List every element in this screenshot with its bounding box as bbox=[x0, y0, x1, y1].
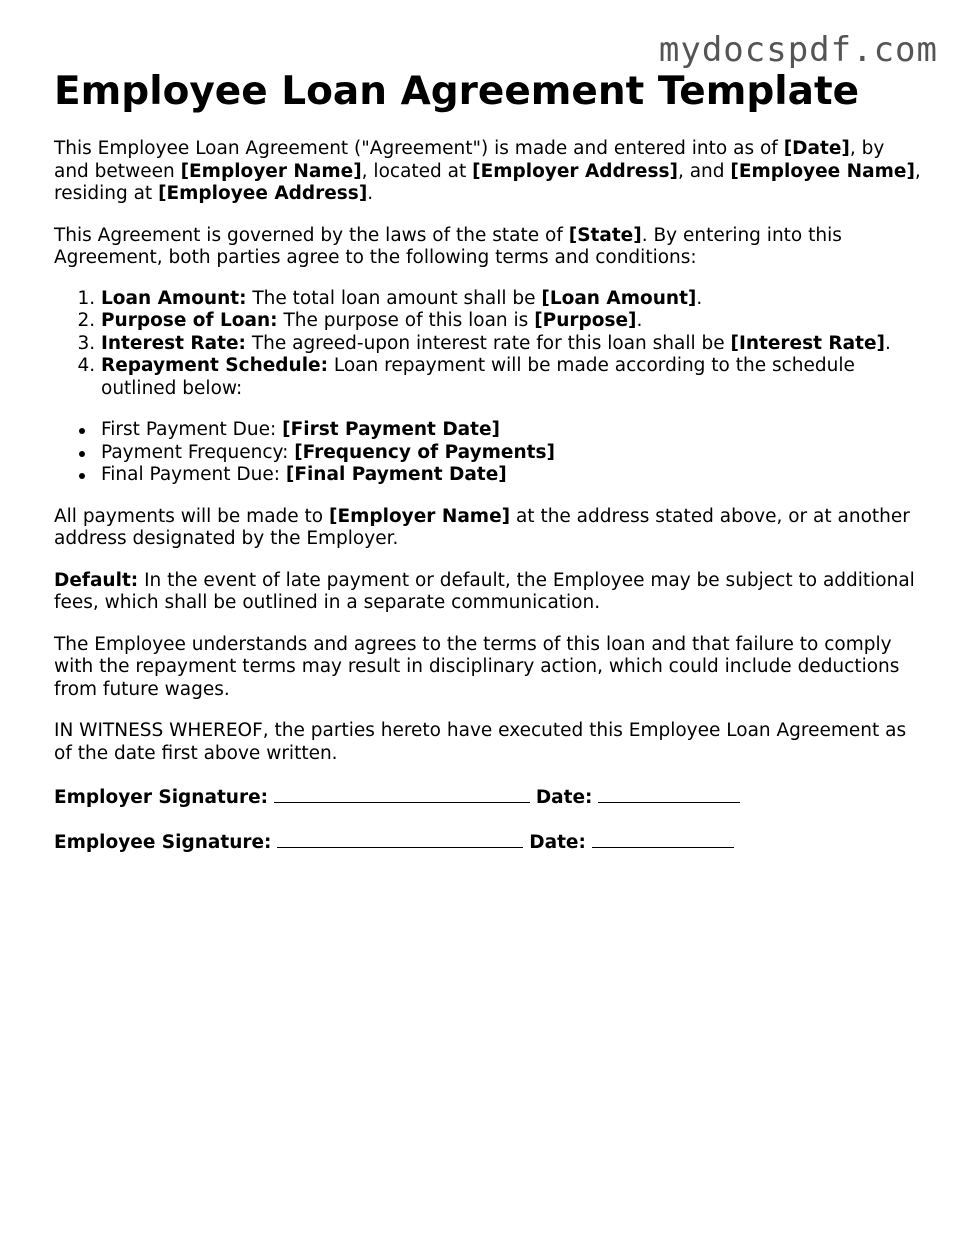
employer-signature-line[interactable] bbox=[274, 784, 530, 803]
employee-date-line[interactable] bbox=[592, 829, 734, 848]
term-interest-rate: 3. Interest Rate: The agreed-upon interest rate for this loan shall be [Interest Rate]. bbox=[101, 333, 924, 356]
schedule-frequency: Payment Frequency: [Frequency of Payments] bbox=[101, 442, 924, 465]
schedule-list bbox=[54, 419, 924, 487]
employee-signature-row bbox=[54, 829, 924, 855]
employee-date-label: Date: bbox=[529, 831, 586, 853]
employee-signature-line[interactable] bbox=[277, 829, 523, 848]
default-paragraph: Default: In the event of late payment or default, the Employee may be subject to additional fees, which shall be outlined in a separate communication. bbox=[54, 569, 915, 613]
employee-signature-label: Employee Signature: bbox=[54, 831, 272, 853]
employer-signature-row bbox=[54, 784, 924, 810]
payments-paragraph: All payments will be made to [Employer Name] at the address stated above, or at another address designated by the Employer. bbox=[54, 505, 910, 549]
term-loan-amount: 1. Loan Amount: The total loan amount shall be [Loan Amount]. bbox=[101, 288, 924, 311]
employee-name-placeholder: [Employee Name] bbox=[730, 160, 915, 182]
employer-date-line[interactable] bbox=[598, 784, 740, 803]
term-purpose: 2. Purpose of Loan: The purpose of this loan is [Purpose]. bbox=[101, 310, 924, 333]
date-placeholder: [Date] bbox=[783, 138, 850, 159]
state-placeholder: [State] bbox=[568, 224, 642, 246]
employer-name-placeholder: [Employer Name] bbox=[180, 160, 362, 182]
employer-name-placeholder: [Employer Name] bbox=[329, 505, 511, 527]
employer-signature-label: Employer Signature: bbox=[54, 787, 269, 808]
watermark: mydocspdf.com bbox=[658, 30, 938, 70]
document-title: Employee Loan Agreement Template bbox=[54, 69, 860, 114]
employer-date-label: Date: bbox=[535, 787, 593, 808]
schedule-first-payment: First Payment Due: [First Payment Date] bbox=[101, 419, 924, 442]
employee-address-placeholder: [Employee Address] bbox=[158, 183, 368, 204]
employer-address-placeholder: [Employer Address] bbox=[472, 160, 678, 182]
document-page bbox=[54, 66, 924, 854]
terms-list bbox=[54, 288, 924, 401]
understanding-paragraph: The Employee understands and agrees to the terms of this loan and that failure to comply with the repayment terms may result in disciplinary action, which could include deductions from future wages. bbox=[54, 633, 900, 700]
term-repayment-schedule: 4. Repayment Schedule: Loan repayment will be made according to the schedule outlined below: bbox=[101, 355, 924, 400]
witness-paragraph: IN WITNESS WHEREOF, the parties hereto have executed this Employee Loan Agreement as of the date first above written. bbox=[54, 720, 907, 764]
governing-law-paragraph: This Agreement is governed by the laws of the state of [State]. By entering into this Agreement, both parties agree to the following terms and conditions: bbox=[54, 224, 842, 268]
intro-paragraph: This Employee Loan Agreement ("Agreement") is made and entered into as of [Date], by and between [Employer Name], located at [Employer Address], and [Employee Name], residing at [Employee Address]. bbox=[54, 138, 921, 204]
schedule-final-payment: Final Payment Due: [Final Payment Date] bbox=[101, 464, 924, 487]
